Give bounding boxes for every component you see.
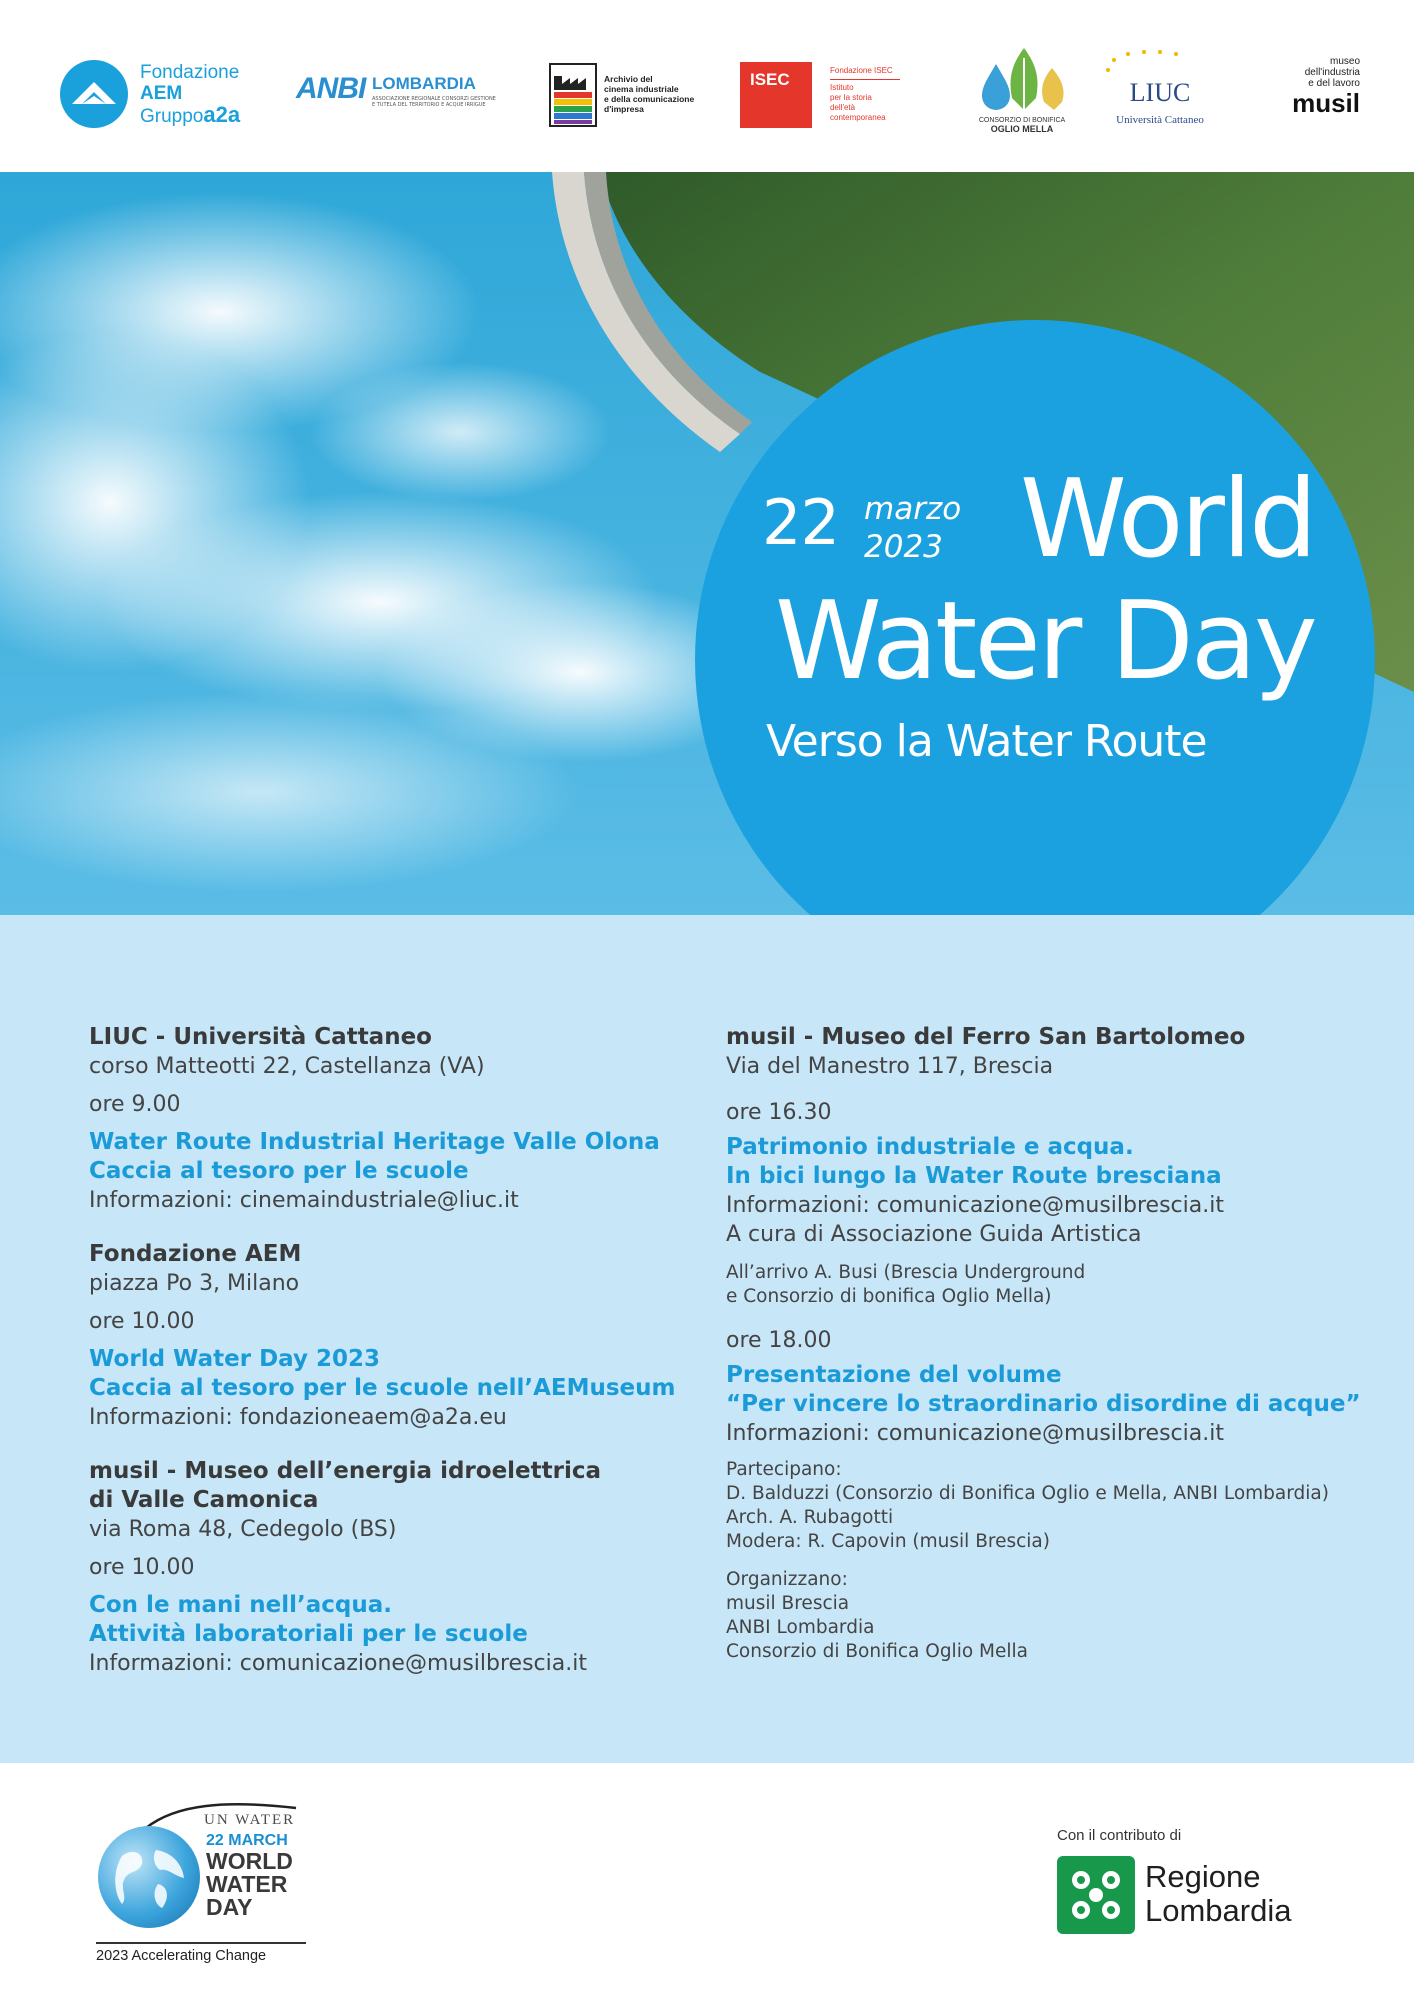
musil-logo	[1270, 56, 1360, 126]
musil-line1: museo	[1329, 56, 1360, 67]
anbi-tagline: ASSOCIAZIONE REGIONALE CONSORZI GESTIONE E TUTELA DEL TERRITORIO E ACQUE IRRIGUE	[372, 96, 496, 108]
venue-liuc: LIUC - Università Cattaneo	[89, 1024, 432, 1050]
liuc-logo	[1100, 48, 1220, 132]
event-info: Informazioni: cinemaindustriale@liuc.it	[89, 1188, 519, 1213]
event1-time: ore 16.30	[726, 1100, 832, 1125]
regione-line2: Lombardia	[1145, 1893, 1292, 1928]
musil-brand: musil	[1292, 88, 1360, 118]
event1-note-line1: All’arrivo A. Busi (Brescia Underground	[726, 1262, 1086, 1283]
consorzio-oglio-mella-logo	[962, 44, 1082, 140]
event1-title-line2: In bici lungo la Water Route bresciana	[726, 1163, 1222, 1189]
wwd-title-line1: WORLD	[206, 1848, 293, 1874]
participant-item: D. Balduzzi (Consorzio di Bonifica Oglio e Mella, ANBI Lombardia)	[726, 1483, 1329, 1504]
venue-musil-ferro: musil - Museo del Ferro San Bartolomeo	[726, 1024, 1246, 1050]
event-title-line1: Con le mani nell’acqua.	[89, 1592, 393, 1618]
venue-fondazione-aem: Fondazione AEM	[89, 1241, 302, 1267]
musil-line3: e del lavoro	[1308, 78, 1360, 89]
venue-address: Via del Manestro 117, Brescia	[726, 1054, 1054, 1079]
event-month: marzo	[864, 491, 962, 527]
aem-logo-a2a: a2a	[203, 102, 241, 127]
isec-brand: ISEC	[740, 62, 812, 128]
aem-mountain-icon	[60, 60, 128, 128]
cinema-line2: cinema industriale	[604, 84, 679, 94]
participants-label: Partecipano:	[726, 1459, 842, 1480]
archivio-cinema-industriale-logo	[548, 60, 698, 130]
water-drop-leaf-icon	[962, 44, 1082, 114]
event-day: 22	[762, 486, 839, 559]
event-info: Informazioni: comunicazione@musilbrescia.it	[89, 1651, 587, 1676]
anbi-lombardia-logo	[296, 72, 496, 116]
event-title-line1: World Water Day 2023	[89, 1346, 380, 1372]
title-line1: World	[1020, 457, 1315, 582]
event-time: ore 10.00	[89, 1309, 195, 1334]
wwd-title-line2: WATER	[206, 1871, 288, 1897]
un-water-label: UN WATER	[204, 1812, 296, 1828]
musil-line2: dell'industria	[1304, 67, 1360, 78]
event2-title-line1: Presentazione del volume	[726, 1362, 1062, 1388]
contribution-label: Con il contributo di	[1057, 1827, 1182, 1844]
consorzio-line2: OGLIO MELLA	[990, 124, 1054, 134]
right-program-column	[726, 1023, 1386, 1664]
event-year: 2023	[864, 529, 943, 565]
event2-time: ore 18.00	[726, 1328, 832, 1353]
title-line2: Water Day	[775, 579, 1315, 704]
venue-address: corso Matteotti 22, Castellanza (VA)	[89, 1054, 485, 1079]
event2-title-line2: “Per vincere lo straordinario disordine di acque”	[726, 1391, 1361, 1417]
wwd-date: 22 MARCH	[206, 1832, 288, 1849]
participant-item: Modera: R. Capovin (musil Brescia)	[726, 1531, 1050, 1552]
event-title-line1: Water Route Industrial Heritage Valle Olona	[89, 1129, 660, 1155]
subtitle: Verso la Water Route	[766, 716, 1207, 767]
stars-icon	[1100, 48, 1220, 78]
aem-logo-line1: Fondazione	[140, 62, 240, 83]
organizers-label: Organizzano:	[726, 1569, 848, 1590]
event-title-line2: Caccia al tesoro per le scuole	[89, 1158, 469, 1184]
participant-item: Arch. A. Rubagotti	[726, 1507, 894, 1528]
wwd-title	[206, 1850, 326, 1919]
globe-icon	[98, 1826, 200, 1928]
event-title-line2: Caccia al tesoro per le scuole nell’AEMuseum	[89, 1375, 676, 1401]
event-title-line2: Attività laboratoriali per le scuole	[89, 1621, 528, 1647]
event1-title-line1: Patrimonio industriale e acqua.	[726, 1134, 1134, 1160]
regione-lombardia-rose-icon	[1057, 1856, 1135, 1934]
event1-note-line2: e Consorzio di bonifica Oglio Mella)	[726, 1286, 1052, 1307]
cinema-line1: Archivio del	[604, 74, 653, 84]
un-water-wwd-logo	[96, 1790, 336, 1980]
isec-logo	[740, 62, 900, 128]
isec-line1: Fondazione ISEC	[830, 66, 900, 80]
cinema-line3: e della comunicazione	[604, 94, 695, 104]
anbi-brand: ANBI	[296, 72, 366, 105]
fondazione-aem-logo	[60, 58, 270, 130]
consorzio-line1: CONSORZIO DI BONIFICA	[978, 117, 1066, 124]
venue-address: via Roma 48, Cedegolo (BS)	[89, 1517, 397, 1542]
organizer-item: ANBI Lombardia	[726, 1617, 875, 1638]
isec-line4: dell'età	[830, 103, 856, 112]
left-program-column	[89, 1023, 729, 1678]
organizer-item: Consorzio di Bonifica Oglio Mella	[726, 1641, 1028, 1662]
event-time: ore 9.00	[89, 1092, 181, 1117]
isec-line3: per la storia	[830, 93, 872, 102]
event1-info: Informazioni: comunicazione@musilbrescia.it	[726, 1193, 1224, 1218]
isec-line2: Istituto	[830, 83, 854, 92]
venue-address: piazza Po 3, Milano	[89, 1271, 300, 1296]
wwd-title-line3: DAY	[206, 1894, 253, 1920]
event-info: Informazioni: fondazioneaem@a2a.eu	[89, 1405, 507, 1430]
anbi-region: LOMBARDIA	[372, 74, 476, 93]
event-time: ore 10.00	[89, 1555, 195, 1580]
liuc-name: LIUC	[1129, 78, 1191, 107]
regione-lombardia-logo	[1145, 1860, 1291, 1928]
aem-logo-group: Gruppo	[140, 106, 204, 127]
event2-info: Informazioni: comunicazione@musilbrescia.it	[726, 1421, 1224, 1446]
isec-line5: contemporanea	[830, 113, 886, 122]
event1-curator: A cura di Associazione Guida Artistica	[726, 1222, 1142, 1247]
regione-line1: Regione	[1145, 1859, 1261, 1894]
venue-musil-cedegolo-line1: musil - Museo dell’energia idroelettrica	[89, 1458, 602, 1484]
partner-logos-bar	[0, 0, 1414, 172]
venue-musil-cedegolo-line2: di Valle Camonica	[89, 1487, 319, 1513]
cinema-line4: d'impresa	[604, 104, 644, 114]
organizer-item: musil Brescia	[726, 1593, 850, 1614]
aem-logo-line2: AEM	[140, 83, 183, 104]
liuc-sub: Università Cattaneo	[1116, 114, 1204, 126]
wwd-tagline: 2023 Accelerating Change	[96, 1942, 306, 1964]
factory-icon	[548, 62, 598, 128]
